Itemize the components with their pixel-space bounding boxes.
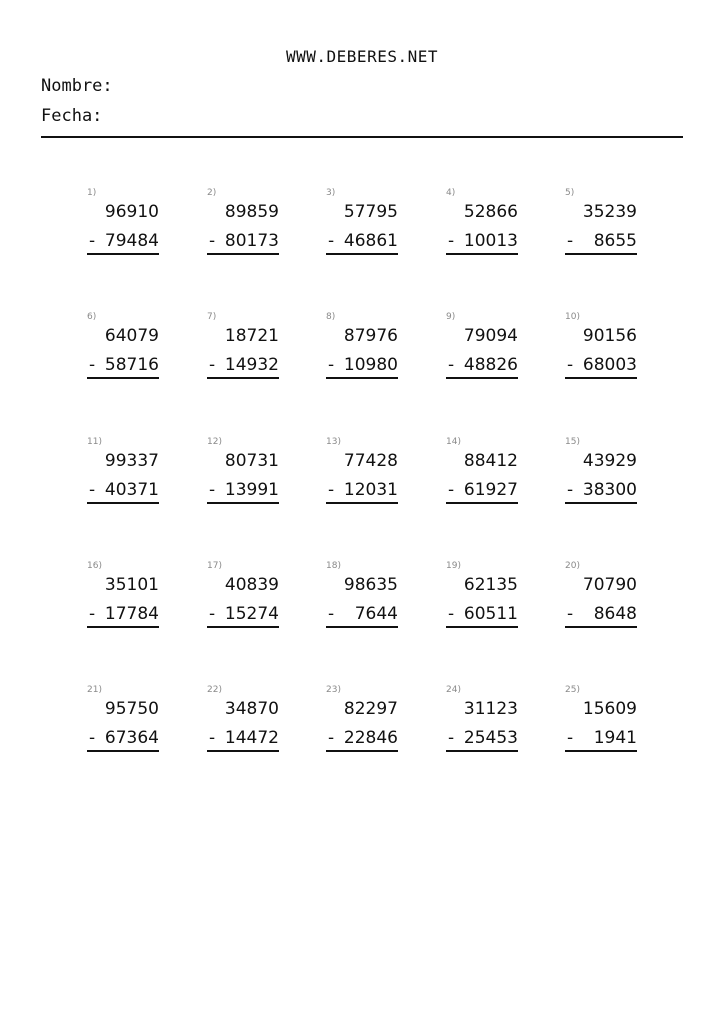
minuend: 80731 bbox=[224, 451, 279, 471]
subtraction-problem bbox=[207, 188, 297, 268]
answer-line bbox=[207, 626, 279, 628]
problem-number: 25) bbox=[565, 685, 580, 695]
answer-line bbox=[446, 750, 518, 752]
subtrahend: 1941 bbox=[593, 728, 637, 748]
minus-sign: - bbox=[89, 604, 96, 624]
minus-sign: - bbox=[89, 728, 96, 748]
problem-number: 6) bbox=[87, 312, 97, 322]
problem-number: 5) bbox=[565, 188, 575, 198]
problem-number: 3) bbox=[326, 188, 336, 198]
subtraction-problem bbox=[446, 561, 536, 641]
problem-number: 20) bbox=[565, 561, 580, 571]
subtrahend: 22846 bbox=[343, 728, 398, 748]
problem-number: 14) bbox=[446, 437, 461, 447]
minuend: 90156 bbox=[582, 326, 637, 346]
answer-line bbox=[207, 750, 279, 752]
subtraction-problem bbox=[565, 312, 655, 392]
minuend: 88412 bbox=[463, 451, 518, 471]
minuend: 70790 bbox=[582, 575, 637, 595]
minus-sign: - bbox=[328, 231, 335, 251]
minus-sign: - bbox=[328, 728, 335, 748]
minuend: 99337 bbox=[104, 451, 159, 471]
subtraction-problem bbox=[87, 561, 177, 641]
subtraction-problem bbox=[326, 685, 416, 765]
name-label: Nombre: bbox=[41, 76, 113, 96]
subtrahend: 67364 bbox=[104, 728, 159, 748]
answer-line bbox=[446, 253, 518, 255]
minuend: 79094 bbox=[463, 326, 518, 346]
minus-sign: - bbox=[328, 355, 335, 375]
subtrahend: 8648 bbox=[593, 604, 637, 624]
subtraction-problem bbox=[326, 561, 416, 641]
minuend: 15609 bbox=[582, 699, 637, 719]
subtraction-problem bbox=[326, 437, 416, 517]
minus-sign: - bbox=[567, 480, 574, 500]
site-title: WWW.DEBERES.NET bbox=[286, 47, 438, 66]
subtrahend: 14472 bbox=[224, 728, 279, 748]
problem-number: 12) bbox=[207, 437, 222, 447]
subtrahend: 40371 bbox=[104, 480, 159, 500]
problem-number: 8) bbox=[326, 312, 336, 322]
subtrahend: 12031 bbox=[343, 480, 398, 500]
minuend: 35239 bbox=[582, 202, 637, 222]
subtraction-problem bbox=[565, 437, 655, 517]
subtraction-problem bbox=[87, 437, 177, 517]
answer-line bbox=[446, 626, 518, 628]
answer-line bbox=[326, 626, 398, 628]
minus-sign: - bbox=[328, 604, 335, 624]
answer-line bbox=[565, 626, 637, 628]
minuend: 35101 bbox=[104, 575, 159, 595]
answer-line bbox=[87, 253, 159, 255]
answer-line bbox=[87, 377, 159, 379]
answer-line bbox=[326, 502, 398, 504]
minus-sign: - bbox=[448, 355, 455, 375]
minus-sign: - bbox=[567, 355, 574, 375]
minus-sign: - bbox=[209, 728, 216, 748]
problem-number: 1) bbox=[87, 188, 97, 198]
minuend: 82297 bbox=[343, 699, 398, 719]
subtrahend: 15274 bbox=[224, 604, 279, 624]
subtraction-problem bbox=[326, 188, 416, 268]
minus-sign: - bbox=[209, 355, 216, 375]
problem-number: 4) bbox=[446, 188, 456, 198]
minuend: 34870 bbox=[224, 699, 279, 719]
minus-sign: - bbox=[448, 728, 455, 748]
subtrahend: 25453 bbox=[463, 728, 518, 748]
minuend: 40839 bbox=[224, 575, 279, 595]
answer-line bbox=[87, 750, 159, 752]
minuend: 98635 bbox=[343, 575, 398, 595]
problem-number: 13) bbox=[326, 437, 341, 447]
minus-sign: - bbox=[448, 231, 455, 251]
answer-line bbox=[87, 502, 159, 504]
minus-sign: - bbox=[567, 231, 574, 251]
subtraction-problem bbox=[446, 312, 536, 392]
subtraction-problem bbox=[446, 437, 536, 517]
problem-number: 11) bbox=[87, 437, 102, 447]
subtrahend: 61927 bbox=[463, 480, 518, 500]
minuend: 43929 bbox=[582, 451, 637, 471]
minuend: 87976 bbox=[343, 326, 398, 346]
problem-number: 7) bbox=[207, 312, 217, 322]
subtrahend: 13991 bbox=[224, 480, 279, 500]
problem-number: 18) bbox=[326, 561, 341, 571]
problem-number: 24) bbox=[446, 685, 461, 695]
answer-line bbox=[207, 502, 279, 504]
minus-sign: - bbox=[567, 728, 574, 748]
subtraction-problem bbox=[565, 188, 655, 268]
subtraction-problem bbox=[87, 188, 177, 268]
subtrahend: 48826 bbox=[463, 355, 518, 375]
answer-line bbox=[565, 750, 637, 752]
subtrahend: 60511 bbox=[463, 604, 518, 624]
subtrahend: 10980 bbox=[343, 355, 398, 375]
subtrahend: 38300 bbox=[582, 480, 637, 500]
answer-line bbox=[326, 253, 398, 255]
subtraction-problem bbox=[565, 561, 655, 641]
answer-line bbox=[565, 253, 637, 255]
problem-number: 10) bbox=[565, 312, 580, 322]
subtraction-problem bbox=[207, 312, 297, 392]
answer-line bbox=[446, 377, 518, 379]
subtraction-problem bbox=[87, 685, 177, 765]
problem-number: 15) bbox=[565, 437, 580, 447]
subtraction-problem bbox=[87, 312, 177, 392]
minuend: 89859 bbox=[224, 202, 279, 222]
minus-sign: - bbox=[209, 480, 216, 500]
answer-line bbox=[326, 750, 398, 752]
minuend: 96910 bbox=[104, 202, 159, 222]
subtraction-problem bbox=[207, 561, 297, 641]
answer-line bbox=[565, 502, 637, 504]
subtraction-problem bbox=[207, 437, 297, 517]
subtrahend: 14932 bbox=[224, 355, 279, 375]
problem-number: 22) bbox=[207, 685, 222, 695]
answer-line bbox=[326, 377, 398, 379]
answer-line bbox=[87, 626, 159, 628]
problem-number: 19) bbox=[446, 561, 461, 571]
problem-number: 23) bbox=[326, 685, 341, 695]
date-label: Fecha: bbox=[41, 106, 103, 126]
problem-number: 17) bbox=[207, 561, 222, 571]
subtraction-problem bbox=[565, 685, 655, 765]
minus-sign: - bbox=[448, 480, 455, 500]
subtrahend: 79484 bbox=[104, 231, 159, 251]
problem-number: 2) bbox=[207, 188, 217, 198]
subtraction-problem bbox=[446, 188, 536, 268]
minuend: 18721 bbox=[224, 326, 279, 346]
subtrahend: 46861 bbox=[343, 231, 398, 251]
subtrahend: 17784 bbox=[104, 604, 159, 624]
minus-sign: - bbox=[567, 604, 574, 624]
answer-line bbox=[207, 253, 279, 255]
subtrahend: 68003 bbox=[582, 355, 637, 375]
minuend: 52866 bbox=[463, 202, 518, 222]
minus-sign: - bbox=[328, 480, 335, 500]
subtraction-problem bbox=[446, 685, 536, 765]
minuend: 64079 bbox=[104, 326, 159, 346]
minus-sign: - bbox=[89, 480, 96, 500]
subtrahend: 10013 bbox=[463, 231, 518, 251]
problem-number: 9) bbox=[446, 312, 456, 322]
minuend: 57795 bbox=[343, 202, 398, 222]
subtrahend: 8655 bbox=[593, 231, 637, 251]
answer-line bbox=[446, 502, 518, 504]
minuend: 31123 bbox=[463, 699, 518, 719]
minus-sign: - bbox=[209, 604, 216, 624]
minuend: 62135 bbox=[463, 575, 518, 595]
answer-line bbox=[207, 377, 279, 379]
subtrahend: 58716 bbox=[104, 355, 159, 375]
minuend: 95750 bbox=[104, 699, 159, 719]
subtraction-problem bbox=[207, 685, 297, 765]
minus-sign: - bbox=[448, 604, 455, 624]
minus-sign: - bbox=[89, 231, 96, 251]
minus-sign: - bbox=[209, 231, 216, 251]
subtrahend: 7644 bbox=[354, 604, 398, 624]
problem-number: 21) bbox=[87, 685, 102, 695]
subtraction-problem bbox=[326, 312, 416, 392]
problem-number: 16) bbox=[87, 561, 102, 571]
minus-sign: - bbox=[89, 355, 96, 375]
minuend: 77428 bbox=[343, 451, 398, 471]
answer-line bbox=[565, 377, 637, 379]
subtrahend: 80173 bbox=[224, 231, 279, 251]
